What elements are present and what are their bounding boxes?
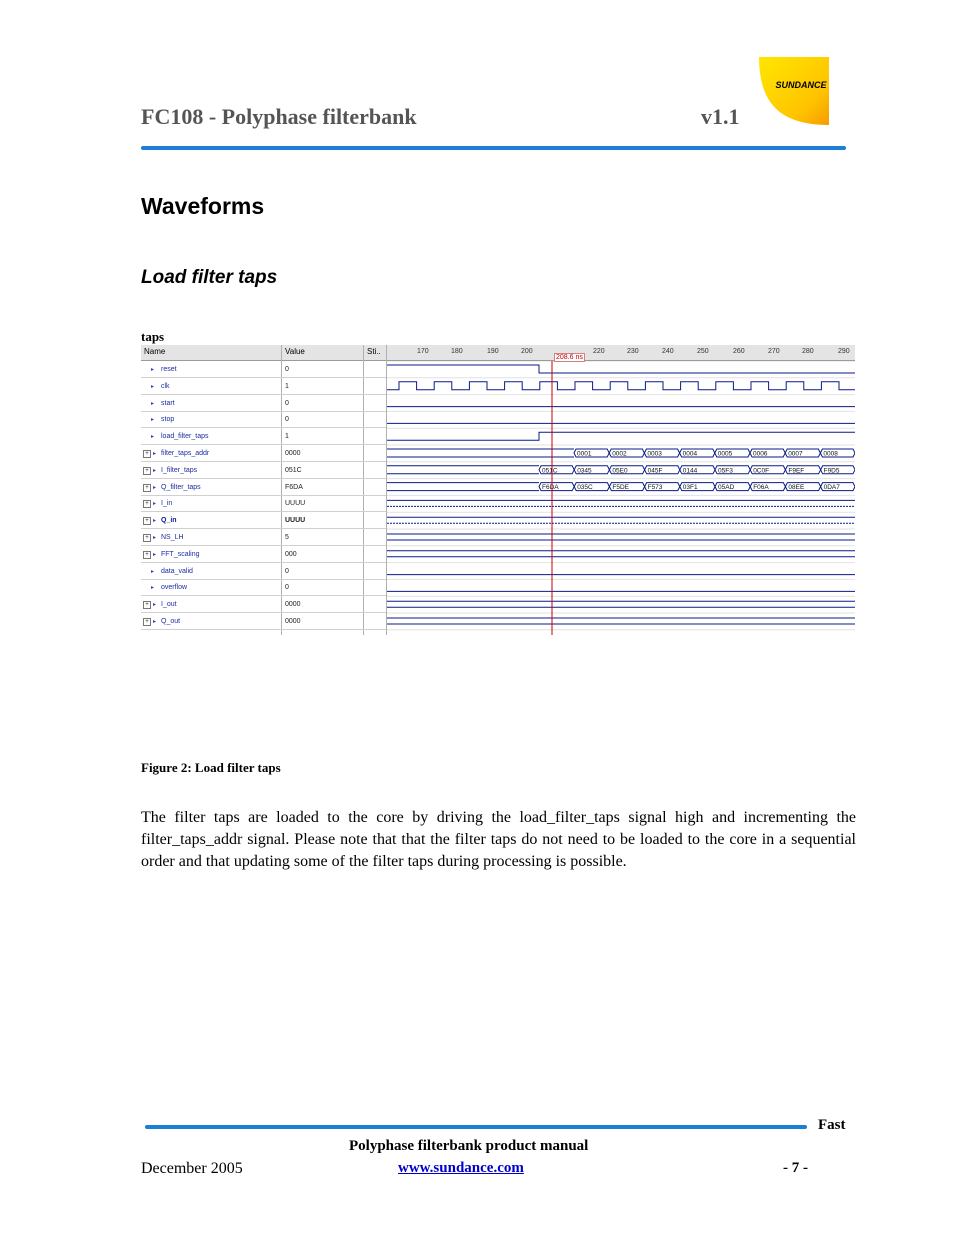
time-tick-label: 260: [733, 348, 745, 355]
signal-name: clk: [161, 382, 170, 390]
waveform-viewer: [141, 345, 855, 635]
time-tick-label: 170: [417, 348, 429, 355]
body-paragraph: The filter taps are loaded to the core by driving the load_filter_taps signal high and incrementing the filter_taps_addr signal. Please note that that the filter taps do not need to be loaded to the core in a sequential order and that updating some of the filter taps during processing is possible.: [141, 809, 856, 870]
signal-row[interactable]: [141, 579, 386, 596]
signal-direction-icon: ▸: [151, 434, 155, 441]
signal-row[interactable]: [141, 428, 386, 445]
signal-value: 0: [285, 366, 289, 373]
signal-row[interactable]: [141, 596, 386, 613]
signal-value: UUUU: [285, 500, 306, 508]
bus-value-label: 035C: [577, 484, 593, 492]
signal-row[interactable]: [141, 613, 386, 630]
signal-direction-icon: ▸: [153, 619, 157, 625]
signal-row[interactable]: [141, 445, 386, 462]
signal-row[interactable]: [141, 512, 386, 529]
signal-name: stop: [161, 416, 175, 424]
signal-value: 0: [285, 399, 289, 407]
section-title: Waveforms: [141, 193, 265, 219]
signal-direction-icon: ▸: [153, 451, 157, 457]
time-tick-label: 270: [768, 348, 780, 355]
bus-value-label: 0001: [577, 450, 592, 458]
bus-value-label: 0003: [647, 450, 662, 458]
bus-value-label: 08EE: [788, 484, 805, 492]
bus-value-label: F9EF: [788, 467, 805, 475]
signal-value: 1: [285, 433, 289, 441]
signal-name: NS_LH: [161, 534, 184, 541]
bus-value-label: 0002: [612, 450, 627, 458]
signal-value: UUUU: [285, 517, 306, 525]
bus-value-label: 0004: [682, 450, 698, 458]
time-tick-label: 290: [838, 348, 850, 355]
signal-name: Q_filter_taps: [161, 483, 201, 491]
time-tick-label: 180: [451, 348, 463, 355]
time-tick-label: 230: [627, 348, 639, 355]
logo-text: SUNDANCE: [775, 80, 827, 90]
bus-value-label: 0006: [753, 450, 768, 458]
document-title: FC108 - Polyphase filterbank: [141, 104, 417, 129]
signal-name: reset: [161, 366, 177, 373]
signal-direction-icon: ▸: [151, 417, 155, 424]
signal-direction-icon: ▸: [153, 501, 157, 508]
time-tick-label: 250: [697, 348, 709, 355]
bus-value-label: 05E0: [612, 467, 628, 475]
expand-toggle-icon[interactable]: +: [143, 534, 151, 542]
signal-name: start: [161, 399, 175, 407]
expand-toggle-icon[interactable]: +: [143, 450, 151, 458]
footer-rule: [145, 1125, 807, 1129]
signal-value: 051C: [285, 466, 302, 474]
signal-direction-icon: ▸: [153, 602, 157, 609]
time-tick-label: 240: [662, 348, 674, 355]
signal-name: load_filter_taps: [161, 433, 209, 441]
sundance-logo: [757, 55, 829, 127]
expand-toggle-icon[interactable]: +: [143, 500, 151, 508]
expand-toggle-icon[interactable]: +: [143, 517, 151, 525]
time-tick-label: 190: [487, 348, 499, 355]
signal-row[interactable]: [141, 546, 386, 563]
bus-trace: [387, 466, 539, 474]
header-rule: [141, 146, 846, 150]
figure-label: taps: [141, 329, 165, 344]
footer-page-number: - 7 -: [783, 1160, 808, 1176]
signal-direction-icon: ▸: [153, 535, 157, 541]
signal-value: 0000: [285, 450, 301, 457]
bus-trace: [387, 449, 574, 457]
load-filter-taps-trace: [387, 432, 855, 440]
column-name-header[interactable]: Name: [144, 347, 166, 356]
footer-fast: Fast: [818, 1117, 846, 1133]
bus-value-label: 0005: [717, 450, 733, 458]
expand-toggle-icon[interactable]: +: [143, 484, 151, 492]
signal-value: 0: [285, 584, 289, 592]
subsection-title: Load filter taps: [141, 267, 278, 288]
document-version: v1.1: [701, 104, 740, 129]
expand-toggle-icon[interactable]: +: [143, 551, 151, 559]
signal-value: 0000: [285, 601, 301, 609]
signal-direction-icon: ▸: [151, 400, 155, 407]
expand-toggle-icon[interactable]: +: [143, 467, 151, 475]
bus-value-label: F06A: [753, 484, 769, 492]
footer-date: December 2005: [141, 1160, 243, 1177]
bus-value-label: F5DE: [612, 484, 630, 492]
signal-name: Q_in: [161, 517, 177, 525]
signal-direction-icon: ▸: [151, 585, 155, 592]
signal-value: F6DA: [285, 483, 303, 491]
signal-value: 1: [285, 382, 289, 390]
bus-value-label: 051C: [542, 467, 558, 475]
bus-value-label: 0007: [788, 450, 803, 458]
signal-row[interactable]: [141, 563, 386, 580]
bus-value-label: 045F: [647, 467, 663, 475]
signal-value: 000: [285, 550, 297, 558]
signal-direction-icon: ▸: [153, 484, 157, 491]
signal-name: FFT_scaling: [161, 550, 200, 558]
bus-value-label: 0008: [823, 450, 838, 458]
signal-value: 0000: [285, 618, 301, 625]
signal-direction-icon: ▸: [153, 467, 157, 474]
signal-direction-icon: ▸: [153, 551, 157, 558]
bus-value-label: 0DA7: [823, 484, 840, 492]
signal-direction-icon: ▸: [153, 518, 157, 525]
signal-value: 5: [285, 534, 289, 541]
signal-name: filter_taps_addr: [161, 450, 210, 457]
signal-name: I_filter_taps: [161, 466, 198, 474]
bus-trace: [387, 483, 539, 491]
signal-row[interactable]: [141, 462, 386, 479]
signal-row[interactable]: [141, 479, 386, 496]
signal-value: 0: [285, 416, 289, 424]
signal-name: Q_out: [161, 618, 181, 625]
signal-name: data_valid: [161, 567, 193, 575]
bus-value-label: 0345: [577, 467, 592, 475]
footer-manual-title: Polyphase filterbank product manual: [349, 1138, 589, 1154]
clk-trace: [387, 382, 855, 390]
signal-direction-icon: ▸: [151, 367, 155, 373]
column-value-header[interactable]: Value: [285, 347, 305, 356]
bus-value-label: F9D5: [823, 467, 840, 475]
footer-website-link[interactable]: www.sundance.com: [398, 1160, 524, 1176]
signal-row[interactable]: [141, 411, 386, 428]
bus-value-label: F573: [647, 484, 663, 492]
signal-value: 0: [285, 567, 289, 575]
bus-value-label: 03F1: [682, 484, 698, 492]
waveform-header: [141, 345, 855, 361]
signal-row[interactable]: [141, 495, 386, 512]
cursor-time-label: 208.6 ns: [556, 354, 583, 361]
signal-row[interactable]: [141, 378, 386, 395]
column-stimulus-header[interactable]: Sti..: [367, 347, 381, 356]
figure-caption: Figure 2: Load filter taps: [141, 760, 281, 775]
expand-toggle-icon[interactable]: +: [143, 618, 151, 626]
signal-traces: [387, 361, 855, 635]
signal-direction-icon: ▸: [151, 568, 155, 575]
time-tick-label: 220: [593, 348, 605, 355]
signal-name: I_out: [161, 601, 177, 609]
bus-value-label: 0144: [682, 467, 698, 475]
signal-name: overflow: [161, 584, 188, 592]
bus-value-label: F6DA: [542, 484, 559, 492]
signal-direction-icon: ▸: [151, 383, 155, 390]
signal-row[interactable]: [141, 361, 386, 378]
signal-row[interactable]: [141, 395, 386, 412]
bus-value-label: 05F3: [718, 467, 733, 475]
bus-value-label: 05AD: [718, 484, 735, 492]
expand-toggle-icon[interactable]: +: [143, 601, 151, 609]
signal-name: I_in: [161, 500, 173, 508]
time-tick-label: 280: [802, 348, 814, 355]
signal-row[interactable]: [141, 529, 386, 546]
reset-trace: [387, 365, 855, 373]
time-tick-label: 200: [521, 348, 533, 355]
bus-value-label: 0C0F: [753, 467, 770, 475]
